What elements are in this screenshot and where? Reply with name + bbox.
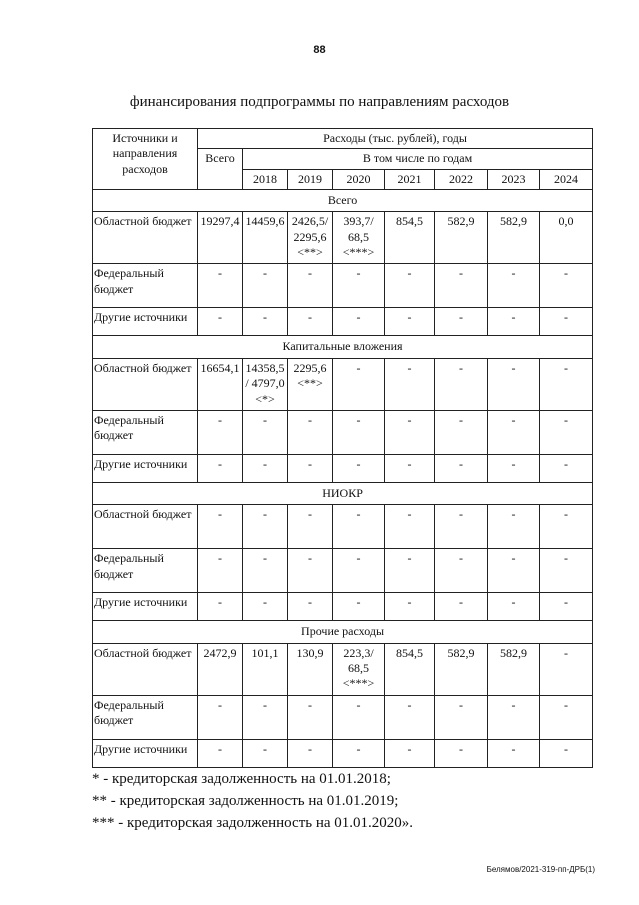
value-cell: - [243, 454, 288, 482]
year-header-cell: 2018 [243, 169, 288, 189]
value-cell: 2426,5/ 2295,6 <**> [288, 212, 333, 264]
value-cell: - [385, 454, 435, 482]
footnotes [92, 768, 413, 834]
value-cell: - [333, 454, 385, 482]
value-cell: - [435, 410, 488, 454]
value-cell: - [488, 549, 540, 593]
value-cell: - [540, 505, 593, 549]
value-cell: - [288, 505, 333, 549]
value-cell: - [540, 410, 593, 454]
value-cell: 223,3/ 68,5 <***> [333, 643, 385, 695]
source-cell: Федеральный бюджет [93, 549, 198, 593]
table-row [93, 549, 593, 593]
value-cell: - [198, 264, 243, 308]
value-cell: - [385, 410, 435, 454]
section-title: Всего [93, 190, 593, 212]
value-cell: - [243, 410, 288, 454]
header-by-year-cell: В том числе по годам [243, 149, 593, 169]
section-row [93, 482, 593, 504]
source-cell: Другие источники [93, 454, 198, 482]
value-cell: 393,7/ 68,5 <***> [333, 212, 385, 264]
value-cell: - [488, 695, 540, 739]
value-cell: - [488, 308, 540, 336]
source-cell: Областной бюджет [93, 358, 198, 410]
document-code: Белямов/2021-319-пп-ДРБ(1) [486, 865, 595, 874]
value-cell: - [435, 695, 488, 739]
value-cell: 14358,5 / 4797,0 <*> [243, 358, 288, 410]
table-row [93, 695, 593, 739]
source-cell: Федеральный бюджет [93, 695, 198, 739]
value-cell: - [288, 410, 333, 454]
value-cell: 582,9 [435, 643, 488, 695]
value-cell: 854,5 [385, 212, 435, 264]
value-cell: - [243, 739, 288, 767]
value-cell: - [198, 505, 243, 549]
value-cell: 16654,1 [198, 358, 243, 410]
table-row [93, 410, 593, 454]
value-cell: 582,9 [435, 212, 488, 264]
year-header-cell: 2023 [488, 169, 540, 189]
value-cell: - [488, 358, 540, 410]
value-cell: - [288, 454, 333, 482]
value-cell: - [488, 410, 540, 454]
year-header-cell: 2021 [385, 169, 435, 189]
source-cell: Другие источники [93, 308, 198, 336]
value-cell: - [333, 695, 385, 739]
table-row [93, 308, 593, 336]
value-cell: - [198, 549, 243, 593]
value-cell: - [243, 505, 288, 549]
value-cell: - [435, 308, 488, 336]
value-cell: - [385, 695, 435, 739]
source-cell: Другие источники [93, 593, 198, 621]
value-cell: - [488, 739, 540, 767]
value-cell: - [288, 593, 333, 621]
value-cell: 19297,4 [198, 212, 243, 264]
value-cell: - [198, 308, 243, 336]
value-cell: - [243, 549, 288, 593]
source-cell: Федеральный бюджет [93, 410, 198, 454]
year-header-cell: 2022 [435, 169, 488, 189]
value-cell: - [288, 264, 333, 308]
footnote-2: ** - кредиторская задолженность на 01.01.2019; [92, 793, 399, 809]
source-cell: Областной бюджет [93, 505, 198, 549]
section-row [93, 336, 593, 358]
table-row [93, 212, 593, 264]
value-cell: 854,5 [385, 643, 435, 695]
value-cell: - [540, 308, 593, 336]
table-row [93, 358, 593, 410]
table-body [93, 190, 593, 767]
year-header-cell: 2020 [333, 169, 385, 189]
value-cell: - [198, 695, 243, 739]
value-cell: 14459,6 [243, 212, 288, 264]
value-cell: - [385, 264, 435, 308]
value-cell: - [288, 549, 333, 593]
value-cell: - [540, 593, 593, 621]
value-cell: 582,9 [488, 643, 540, 695]
section-title: Прочие расходы [93, 621, 593, 643]
value-cell: - [435, 454, 488, 482]
value-cell: 2295,6 <**> [288, 358, 333, 410]
value-cell: - [385, 358, 435, 410]
value-cell: - [385, 593, 435, 621]
header-expenses-cell: Расходы (тыс. рублей), годы [198, 129, 593, 149]
value-cell: - [435, 739, 488, 767]
value-cell: - [333, 410, 385, 454]
value-cell: - [333, 308, 385, 336]
value-cell: - [333, 593, 385, 621]
value-cell: - [333, 358, 385, 410]
value-cell: - [385, 549, 435, 593]
value-cell: - [243, 593, 288, 621]
value-cell: - [243, 308, 288, 336]
footnote-3: *** - кредиторская задолженность на 01.01.2020». [92, 815, 414, 831]
value-cell: 582,9 [488, 212, 540, 264]
value-cell: - [385, 739, 435, 767]
source-cell: Другие источники [93, 739, 198, 767]
table-row [93, 643, 593, 695]
value-cell: - [540, 739, 593, 767]
value-cell: - [198, 454, 243, 482]
value-cell: - [488, 505, 540, 549]
value-cell: - [540, 454, 593, 482]
value-cell: - [540, 695, 593, 739]
table-row [93, 739, 593, 767]
value-cell: - [435, 358, 488, 410]
financing-table [92, 128, 593, 768]
value-cell: - [435, 593, 488, 621]
value-cell: - [435, 505, 488, 549]
value-cell: - [488, 454, 540, 482]
value-cell: - [540, 643, 593, 695]
value-cell: - [198, 739, 243, 767]
source-cell: Федеральный бюджет [93, 264, 198, 308]
section-title: Капитальные вложения [93, 336, 593, 358]
value-cell: - [488, 593, 540, 621]
value-cell: - [288, 308, 333, 336]
value-cell: - [385, 308, 435, 336]
header-sources-cell: Источники и направления расходов [93, 129, 198, 190]
value-cell: - [385, 505, 435, 549]
value-cell: - [333, 739, 385, 767]
value-cell: - [243, 264, 288, 308]
value-cell: - [540, 549, 593, 593]
value-cell: 101,1 [243, 643, 288, 695]
value-cell: - [198, 593, 243, 621]
value-cell: 0,0 [540, 212, 593, 264]
value-cell: - [488, 264, 540, 308]
header-total-cell: Всего [198, 149, 243, 190]
value-cell: 130,9 [288, 643, 333, 695]
table-row [93, 593, 593, 621]
value-cell: - [540, 264, 593, 308]
source-cell: Областной бюджет [93, 212, 198, 264]
year-header-cell: 2024 [540, 169, 593, 189]
page-number: 88 [313, 44, 326, 56]
value-cell: - [288, 739, 333, 767]
value-cell: - [435, 264, 488, 308]
value-cell: - [333, 549, 385, 593]
table-row [93, 264, 593, 308]
table-row [93, 505, 593, 549]
footnote-1: * - кредиторская задолженность на 01.01.2018; [92, 771, 391, 787]
value-cell: - [333, 505, 385, 549]
value-cell: 2472,9 [198, 643, 243, 695]
value-cell: - [288, 695, 333, 739]
document-heading: финансирования подпрограммы по направлениям расходов [129, 94, 510, 110]
source-cell: Областной бюджет [93, 643, 198, 695]
section-title: НИОКР [93, 482, 593, 504]
table-row [93, 454, 593, 482]
section-row [93, 190, 593, 212]
value-cell: - [540, 358, 593, 410]
year-header-cell: 2019 [288, 169, 333, 189]
value-cell: - [243, 695, 288, 739]
value-cell: - [435, 549, 488, 593]
value-cell: - [333, 264, 385, 308]
value-cell: - [198, 410, 243, 454]
section-row [93, 621, 593, 643]
